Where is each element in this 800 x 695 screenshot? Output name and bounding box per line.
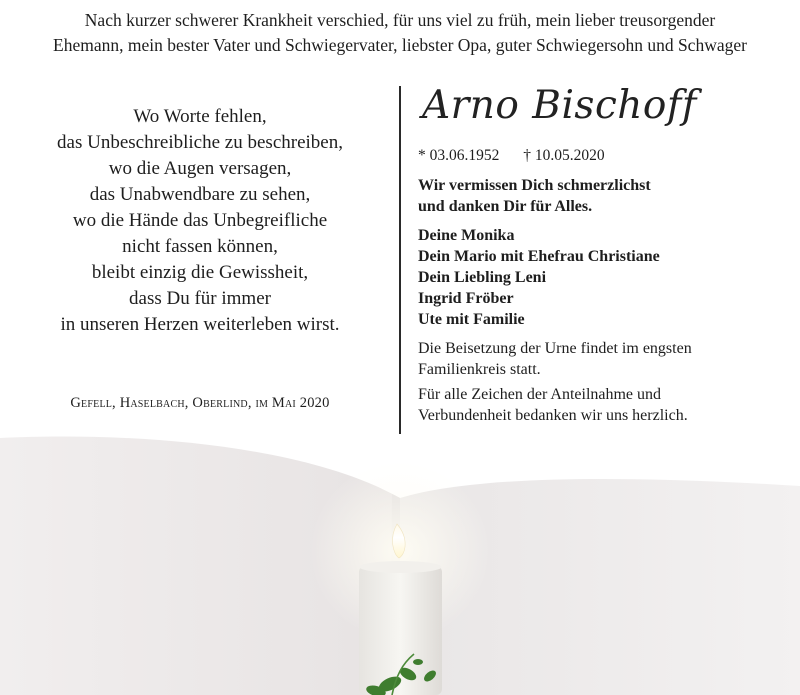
- candle-book-photo: [0, 436, 800, 695]
- mourner: Ingrid Fröber: [418, 290, 514, 307]
- place-date: Gefell, Haselbach, Oberlind, im Mai 2020: [70, 395, 330, 411]
- poem-line: bleibt einzig die Gewissheit,: [91, 262, 309, 283]
- burial-note-line: Die Beisetzung der Urne findet im engsten: [418, 340, 692, 357]
- poem: [0, 104, 400, 338]
- birth-date: * 03.06.1952: [418, 147, 500, 164]
- thanks-note-line: Verbundenheit bedanken wir uns herzlich.: [418, 407, 688, 424]
- thanks-note-line: Für alle Zeichen der Anteilnahme und: [418, 386, 662, 403]
- poem-line: dass Du für immer: [129, 288, 271, 309]
- poem-line: Wo Worte fehlen,: [133, 106, 267, 127]
- right-column: [418, 82, 788, 426]
- burial-note: [418, 338, 788, 380]
- poem-line: nicht fassen können,: [122, 236, 278, 257]
- life-dates: [418, 146, 788, 166]
- poem-line: das Unabwendbare zu sehen,: [89, 184, 311, 205]
- mourner: Ute mit Familie: [418, 311, 525, 328]
- intro-line: Nach kurzer schwerer Krankheit verschied, für uns viel zu früh, mein lieber treusorgender: [84, 10, 716, 30]
- column-divider: [399, 86, 401, 434]
- candle-book-illustration: [0, 436, 800, 695]
- intro-text: [0, 8, 800, 58]
- message-line: und danken Dir für Alles.: [418, 198, 593, 215]
- thanks-note: [418, 384, 788, 426]
- poem-line: wo die Augen versagen,: [108, 158, 292, 179]
- burial-note-line: Familienkreis statt.: [418, 361, 541, 378]
- mourners-list: [418, 225, 788, 330]
- deceased-name: Arno Bischoff: [422, 83, 697, 128]
- message-line: Wir vermissen Dich schmerzlichst: [418, 177, 651, 194]
- mourner: Deine Monika: [418, 227, 515, 244]
- message: [418, 175, 788, 217]
- intro-line: Ehemann, mein bester Vater und Schwiegervater, liebster Opa, guter Schwiegersohn und Schwager: [53, 35, 747, 55]
- poem-line: wo die Hände das Unbegreifliche: [72, 210, 328, 231]
- poem-line: in unseren Herzen weiterleben wirst.: [60, 314, 340, 335]
- death-date: † 10.05.2020: [523, 147, 605, 164]
- poem-line: das Unbeschreibliche zu beschreiben,: [57, 132, 343, 153]
- mourner: Dein Mario mit Ehefrau Christiane: [418, 248, 660, 265]
- mourner: Dein Liebling Leni: [418, 269, 547, 286]
